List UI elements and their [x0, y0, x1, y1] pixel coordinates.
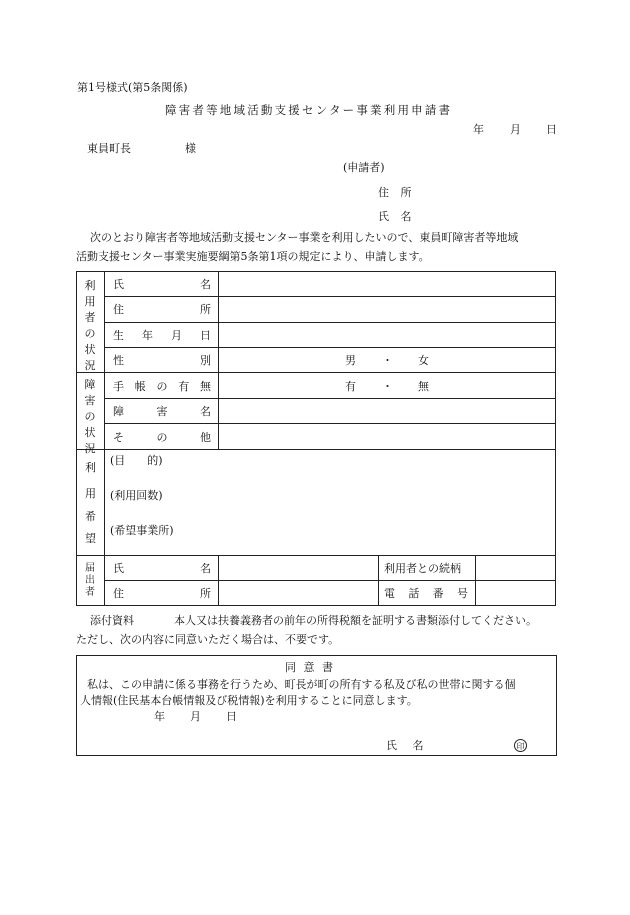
intro-line-2: 活動支援センター事業実施要綱第5条第1項の規定により、申請します。: [76, 250, 430, 263]
date-month-label: 月: [510, 123, 521, 136]
date-year-label: 年: [473, 123, 484, 136]
consent-month-label: 月: [190, 710, 201, 723]
handbook-separator: ・: [382, 380, 393, 393]
disability-name-field[interactable]: [219, 399, 555, 422]
user-gender-label: 性 別: [113, 354, 211, 367]
consent-line-2: 人情報(住民基本台帳情報及び税情報)を利用することに同意します。: [80, 694, 418, 707]
usage-wish-field[interactable]: [186, 450, 555, 554]
user-address-label: 住 所: [113, 303, 211, 316]
gender-option-female[interactable]: 女: [418, 354, 429, 367]
form-number: 第1号様式(第5条関係): [77, 81, 188, 94]
disability-other-label: そ の 他: [113, 431, 211, 444]
consent-line-1: 私は、この申請に係る事務を行うため、町長が町の所有する私及び私の世帯に関する個: [87, 678, 516, 691]
desired-facility-label: (希望事業所): [110, 524, 174, 537]
user-address-field[interactable]: [219, 297, 555, 321]
filer-address-field[interactable]: [219, 581, 377, 605]
usage-count-label: (利用回数): [110, 489, 163, 502]
form-title: 障害者等地域活動支援センター事業利用申請書: [165, 103, 453, 117]
applicant-address-label: 住 所: [378, 186, 416, 199]
usage-purpose-label: (目 的): [110, 454, 163, 467]
disability-name-label: 障 害 名: [113, 405, 211, 418]
applicant-name-label: 氏 名: [378, 210, 416, 223]
filer-address-label: 住 所: [113, 587, 211, 600]
consent-signature-field[interactable]: [420, 737, 510, 753]
consent-year-label: 年: [154, 710, 165, 723]
handbook-label: 手 帳 の 有 無: [113, 380, 211, 393]
attachment-label: 添付資料: [90, 614, 134, 627]
user-name-label: 氏 名: [113, 278, 211, 291]
addressee: 東員町長: [87, 142, 131, 155]
gender-separator: ・: [382, 354, 393, 367]
filer-name-label: 氏 名: [113, 562, 211, 575]
consent-day-label: 日: [226, 710, 237, 723]
handbook-option-yes[interactable]: 有: [345, 380, 356, 393]
relation-field[interactable]: [476, 556, 555, 579]
disability-other-field[interactable]: [219, 424, 555, 448]
phone-label: 電 話 番 号: [384, 587, 468, 600]
applicant-label: (申請者): [343, 161, 385, 174]
relation-label: 利用者との続柄: [384, 562, 461, 575]
disability-status-section-label: 障害の状況: [84, 378, 96, 455]
handbook-option-no[interactable]: 無: [418, 380, 429, 393]
filer-name-field[interactable]: [219, 556, 377, 579]
date-day-label: 日: [546, 123, 557, 136]
filer-section-label: 届出者: [85, 563, 95, 598]
phone-field[interactable]: [476, 581, 555, 605]
user-birthdate-field[interactable]: [219, 323, 555, 346]
consent-title: 同 意 書: [285, 661, 335, 674]
honorific: 様: [185, 142, 196, 155]
user-status-section-label: 利用者の状況: [84, 279, 96, 372]
attachment-note: ただし、次の内容に同意いただく場合は、不要です。: [76, 633, 340, 646]
intro-line-1: 次のとおり障害者等地域活動支援センター事業を利用したいので、東員町障害者等地域: [90, 231, 519, 244]
attachment-text: 本人又は扶養義務者の前年の所得税額を証明する書類添付してください。: [174, 614, 537, 627]
user-birthdate-label: 生 年 月 日: [113, 329, 211, 342]
seal-mark: 印: [514, 739, 527, 752]
consent-name-label: 氏 名: [386, 739, 430, 752]
user-name-field[interactable]: [219, 272, 555, 296]
gender-option-male[interactable]: 男: [345, 354, 356, 367]
